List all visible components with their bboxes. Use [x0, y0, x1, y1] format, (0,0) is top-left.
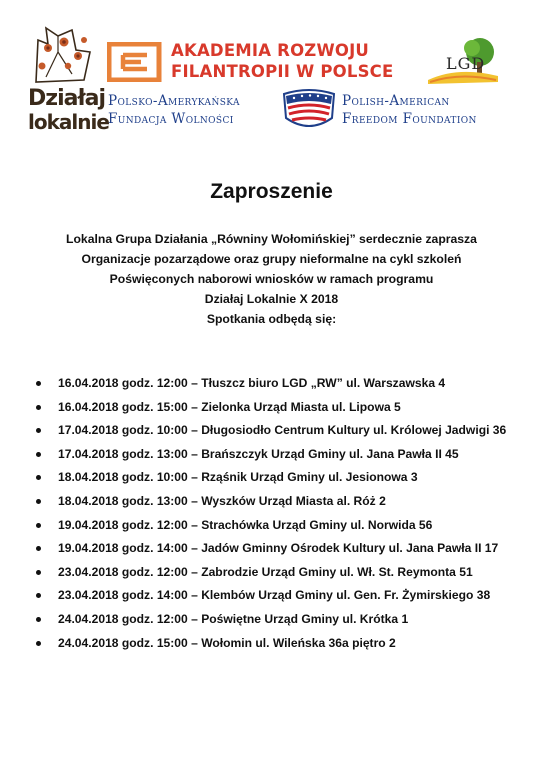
- dzialaj-lokalnie-logo: [28, 22, 109, 134]
- list-item: [34, 492, 514, 516]
- list-item: [34, 610, 514, 634]
- bullet-icon: [36, 499, 41, 504]
- bullet-icon: [36, 593, 41, 598]
- list-item: [34, 398, 514, 422]
- list-item: [34, 516, 514, 540]
- event-text: 24.04.2018 godz. 12:00 – Poświętne Urząd Gminy ul. Krótka 1: [58, 611, 409, 626]
- arf-mark-icon: [107, 42, 163, 82]
- bullet-icon: [36, 617, 41, 622]
- list-item: [34, 468, 514, 492]
- arf-line2: FILANTROPII W POLSCE: [171, 62, 394, 81]
- list-item: [34, 634, 514, 658]
- event-text: 16.04.2018 godz. 12:00 – Tłuszcz biuro LGD „RW” ul. Warszawska 4: [58, 376, 446, 390]
- lgd-logo-text: LGD: [446, 54, 486, 73]
- pafw-name-english: [342, 92, 512, 128]
- intro-line: Spotkania odbędą się:: [206, 312, 337, 326]
- bullet-icon: [36, 381, 41, 386]
- bullet-icon: [36, 452, 41, 457]
- lgd-logo: [428, 36, 498, 86]
- list-item: [34, 374, 514, 398]
- bullet-icon: [36, 641, 41, 646]
- pafw-name-polish: [108, 92, 278, 128]
- pafw-right-line1: Polish-American: [342, 93, 450, 109]
- event-text: 19.04.2018 godz. 12:00 – Strachówka Urząd Gminy ul. Norwida 56: [58, 517, 433, 532]
- flowers-icon: [28, 22, 98, 88]
- dzialaj-logo-line1: Działaj: [28, 86, 106, 111]
- event-text: 17.04.2018 godz. 10:00 – Długosiodło Centrum Kultury ul. Królowej Jadwigi 36: [58, 423, 507, 438]
- bullet-icon: [36, 475, 41, 480]
- intro-line: Działaj Lokalnie X 2018: [204, 292, 339, 306]
- list-item: [34, 539, 514, 563]
- pafw-left-line2: Fundacja Wolności: [108, 111, 234, 127]
- intro-line: Poświęconych naborowi wniosków w ramach programu: [109, 272, 434, 286]
- event-text: 17.04.2018 godz. 13:00 – Brańszczyk Urząd Gminy ul. Jana Pawła II 45: [58, 446, 459, 461]
- list-item: [34, 586, 514, 610]
- events-list: [34, 374, 514, 657]
- arf-logo: [107, 42, 407, 84]
- bullet-icon: [36, 523, 41, 528]
- document-title: Zaproszenie: [210, 180, 333, 203]
- list-item: [34, 563, 514, 587]
- intro-line: Lokalna Grupa Działania „Równiny Wołomińskiej” serdecznie zaprasza: [66, 232, 477, 246]
- arf-logo-text: [171, 40, 411, 82]
- arf-line1: AKADEMIA ROZWOJU: [171, 41, 370, 60]
- intro-paragraph: [40, 229, 503, 329]
- bullet-icon: [36, 570, 41, 575]
- pafw-left-line1: Polsko-Amerykańska: [108, 93, 240, 109]
- bullet-icon: [36, 405, 41, 410]
- event-text: 19.04.2018 godz. 14:00 – Jadów Gminny Ośrodek Kultury ul. Jana Pawła II 17: [58, 541, 499, 556]
- bullet-icon: [36, 546, 41, 551]
- event-text: 23.04.2018 godz. 12:00 – Zabrodzie Urząd Gminy ul. Wł. St. Reymonta 51: [58, 564, 473, 579]
- list-item: [34, 421, 514, 445]
- event-text: 23.04.2018 godz. 14:00 – Klembów Urząd Gminy ul. Gen. Fr. Żymirskiego 38: [58, 588, 491, 603]
- list-item: [34, 445, 514, 469]
- event-text: 18.04.2018 godz. 10:00 – Rząśnik Urząd Gminy ul. Jesionowa 3: [58, 470, 418, 485]
- pafw-emblem-icon: [280, 88, 338, 132]
- dzialaj-logo-line2: lokalnie: [28, 110, 109, 134]
- intro-line: Organizacje pozarządowe oraz grupy nieformalne na cykl szkoleń: [81, 252, 462, 266]
- event-text: 18.04.2018 godz. 13:00 – Wyszków Urząd Miasta al. Róż 2: [58, 493, 386, 508]
- event-text: 24.04.2018 godz. 15:00 – Wołomin ul. Wileńska 36a piętro 2: [58, 635, 396, 650]
- event-text: 16.04.2018 godz. 15:00 – Zielonka Urząd Miasta ul. Lipowa 5: [58, 399, 401, 414]
- bullet-icon: [36, 428, 41, 433]
- pafw-right-line2: Freedom Foundation: [342, 111, 477, 127]
